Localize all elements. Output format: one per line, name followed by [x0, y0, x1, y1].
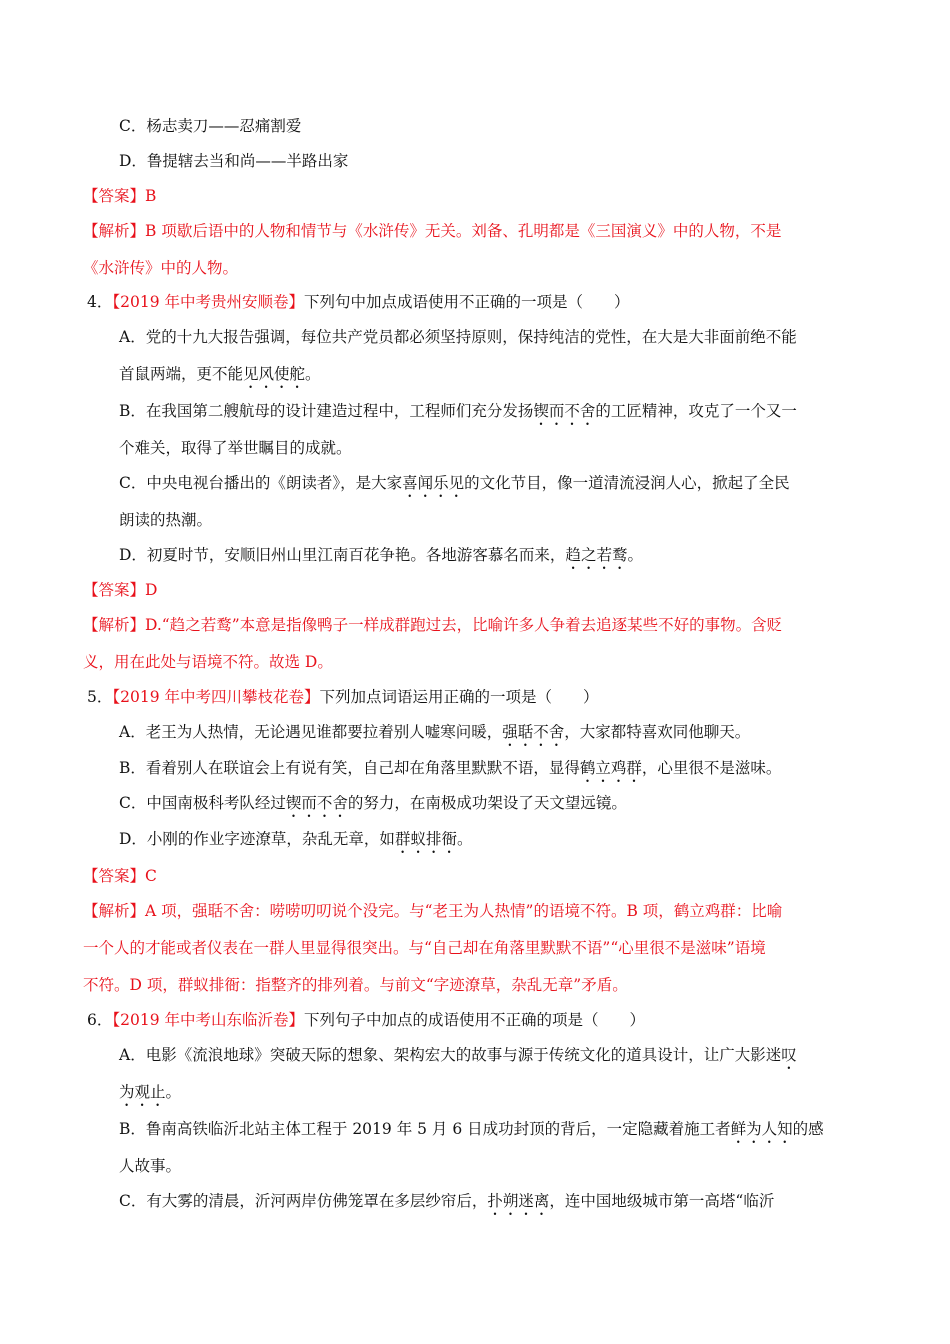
analysis-line: 【解析】D.“趋之若鹜”本意是指像鸭子一样成群跑过去，比喻许多人争着去追逐某些不好的事物。含贬 — [83, 616, 783, 634]
option-line: D．小刚的作业字迹潦草，杂乱无章，如群蚁排衙。 — [119, 830, 473, 848]
option-line: C．中国南极科考队经过锲而不舍的努力，在南极成功架设了天文望远镜。 — [119, 794, 627, 812]
question-6-header — [87, 1008, 645, 1032]
dotted-idiom: 喜闻乐见 — [402, 474, 465, 492]
question-number: 5． — [87, 688, 113, 706]
option-line: D．初夏时节，安顺旧州山里江南百花争艳。各地游客慕名而来，趋之若鹜。 — [119, 546, 643, 564]
analysis-line: 一个人的才能或者仪表在一群人里显得很突出。与“自己却在角落里默默不语”“心里很不是滋味”语境 — [83, 939, 766, 957]
option-line: 个难关，取得了举世瞩目的成就。 — [119, 439, 352, 457]
question-text: 下列句子中加点的成语使用不正确的项是（ ） — [304, 1011, 646, 1029]
question-source: 【2019 年中考贵州安顺卷】 — [112, 293, 304, 311]
answer-line: 【答案】C — [83, 867, 157, 885]
option-line: 为观止。 — [119, 1083, 182, 1101]
option-line: B．在我国第二艘航母的设计建造过程中，工程师们充分发扬锲而不舍的工匠精神，攻克了一个又一 — [119, 402, 797, 420]
option-line: D．鲁提辖去当和尚——半路出家 — [119, 152, 349, 170]
option-line: 朗读的热潮。 — [119, 511, 213, 529]
question-source: 【2019 年中考山东临沂卷】 — [112, 1011, 304, 1029]
question-5-header — [87, 685, 599, 709]
question-text: 下列句中加点成语使用不正确的一项是（ ） — [304, 293, 630, 311]
dotted-idiom: 趋之若鹜 — [565, 546, 628, 564]
question-number: 4． — [87, 293, 113, 311]
option-line: A．老王为人热情，无论遇见谁都要拉着别人嘘寒问暖，强聒不舍，大家都特喜欢同他聊天。 — [119, 723, 751, 741]
option-line: B．看着别人在联谊会上有说有笑，自己却在角落里默默不语，显得鹤立鸡群，心里很不是滋味。 — [119, 759, 782, 777]
dotted-idiom: 扑朔迷离 — [487, 1192, 550, 1210]
answer-line: 【答案】B — [83, 187, 157, 205]
analysis-line: 《水浒传》中的人物。 — [83, 259, 239, 277]
option-line: C．杨志卖刀——忍痛割爱 — [119, 117, 302, 135]
dotted-idiom: 鹤立鸡群 — [579, 759, 642, 777]
analysis-line: 不符。D 项，群蚁排衙：指整齐的排列着。与前文“字迹潦草，杂乱无章”矛盾。 — [83, 976, 628, 994]
analysis-line: 【解析】A 项，强聒不舍：唠唠叨叨说个没完。与“老王为人热情”的语境不符。B 项，鹤立鸡群：比喻 — [83, 902, 783, 920]
dotted-idiom: 强聒不舍 — [502, 723, 565, 741]
question-source: 【2019 年中考四川攀枝花卷】 — [112, 688, 320, 706]
question-number: 6． — [87, 1011, 113, 1029]
answer-line: 【答案】D — [83, 581, 158, 599]
option-line: 人故事。 — [119, 1157, 182, 1175]
dotted-idiom: 锲而不舍 — [285, 794, 348, 812]
dotted-idiom: 见风使舵 — [243, 365, 306, 383]
option-line: B．鲁南高铁临沂北站主体工程于 2019 年 5 月 6 日成功封顶的背后，一定隐藏着施工者鲜为人知的感 — [119, 1120, 824, 1138]
option-line: A．党的十九大报告强调，每位共产党员都必须坚持原则，保持纯洁的党性，在大是大非面前绝不能 — [119, 328, 797, 346]
dotted-idiom: 叹 — [781, 1046, 797, 1064]
question-4-header — [87, 290, 630, 314]
option-line: A．电影《流浪地球》突破天际的想象、架构宏大的故事与源于传统文化的道具设计，让广大影迷叹 — [119, 1046, 797, 1064]
question-text: 下列加点词语运用正确的一项是（ ） — [319, 688, 599, 706]
dotted-idiom: 锲而不舍 — [533, 402, 596, 420]
dotted-idiom: 鲜为人知 — [730, 1120, 793, 1138]
option-line: C．中央电视台播出的《朗读者》，是大家喜闻乐见的文化节目，像一道清流浸润人心，掀起了全民 — [119, 474, 790, 492]
analysis-line: 义，用在此处与语境不符。故选 D。 — [83, 653, 333, 671]
option-line: C．有大雾的清晨，沂河两岸仿佛笼罩在多层纱帘后，扑朔迷离，连中国地级城市第一高塔“临沂 — [119, 1192, 775, 1210]
dotted-idiom: 为观止 — [119, 1083, 166, 1101]
analysis-line: 【解析】B 项歇后语中的人物和情节与《水浒传》无关。刘备、孔明都是《三国演义》中的人物，不是 — [83, 222, 782, 240]
option-line: 首鼠两端，更不能见风使舵。 — [119, 365, 321, 383]
dotted-idiom: 群蚁排衙 — [394, 830, 457, 848]
